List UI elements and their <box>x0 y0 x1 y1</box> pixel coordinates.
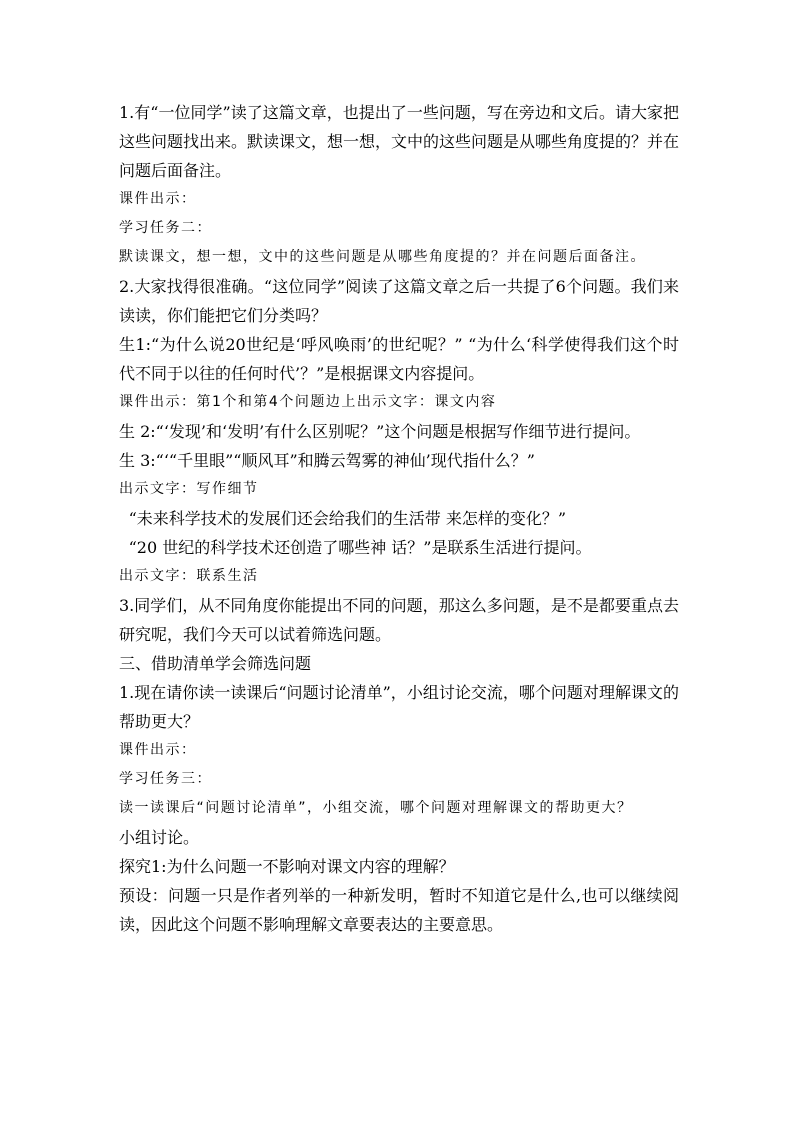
display-connect-life: 出示文字：联系生活 <box>119 568 259 584</box>
paragraph-discussion-list: 1.现在请你读一读课后“问题讨论清单”，小组讨论交流，哪个问题对理解课文的帮助更大？ <box>119 683 679 731</box>
paragraph-filter-questions: 3.同学们，从不同角度你能提出不同的问题，那这么多问题，是不是都要重点去研究呢，我们今天可以试着筛选问题。 <box>119 596 679 644</box>
paragraph-student-two: 生 2:“‘发现’和‘发明’有什么区别呢？”这个问题是根据写作细节进行提问。 <box>119 422 641 441</box>
courseware-label: 课件出示： <box>119 191 197 207</box>
paragraph-explore-one: 探究1:为什么问题一不影响对课文内容的理解？ <box>119 857 455 876</box>
document-body <box>119 98 679 939</box>
paragraph-task1-instruction: 1.有“一位同学”读了这篇文章，也提出了一些问题，写在旁边和文后。请大家把这些问题找出来。默读课文，想一想，文中的这些问题是从哪些角度提的？并在问题后面备注。 <box>119 103 680 180</box>
question-future-tech: “未来科学技术的发展们还会给我们的生活带 来怎样的变化？” <box>128 509 567 528</box>
paragraph-group-discussion: 小组讨论。 <box>119 828 200 847</box>
courseware-text-content: 课件出示：第1个和第4个问题边上出示文字：课文内容 <box>119 394 497 410</box>
section-heading-three: 三、借助清单学会筛选问题 <box>119 654 312 673</box>
question-20th-century-myths: “20 世纪的科学技术还创造了哪些神 话？”是联系生活进行提问。 <box>128 538 592 557</box>
learning-task-three-heading: 学习任务三： <box>119 771 212 787</box>
learning-task-two-heading: 学习任务二： <box>119 220 212 236</box>
paragraph-student-one: 生1:“为什么说20世纪是‘呼风唤雨’的世纪呢？” “为什么‘科学使得我们这个时代不同于以往的任何时代’？”是根据课文内容提问。 <box>119 335 679 383</box>
courseware-label-two: 课件出示： <box>119 742 197 758</box>
display-writing-details: 出示文字：写作细节 <box>119 481 259 497</box>
learning-task-three-text: 读一读课后“问题讨论清单”，小组交流，哪个问题对理解课文的帮助更大？ <box>119 800 633 816</box>
paragraph-classify-questions: 2.大家找得很准确。“这位同学”阅读了这篇文章之后一共提了6个问题。我们来读读，你们能把它们分类吗？ <box>119 277 679 325</box>
paragraph-presumption: 预设：问题一只是作者列举的一种新发明，暂时不知道它是什么,也可以继续阅读，因此这个问题不影响理解文章要表达的主要意思。 <box>119 886 679 934</box>
learning-task-two-text: 默读课文，想一想，文中的这些问题是从哪些角度提的？并在问题后面备注。 <box>119 249 646 265</box>
paragraph-student-three: 生 3:“‘“千里眼”“顺风耳”和腾云驾雾的神仙’现代指什么？” <box>119 451 535 470</box>
